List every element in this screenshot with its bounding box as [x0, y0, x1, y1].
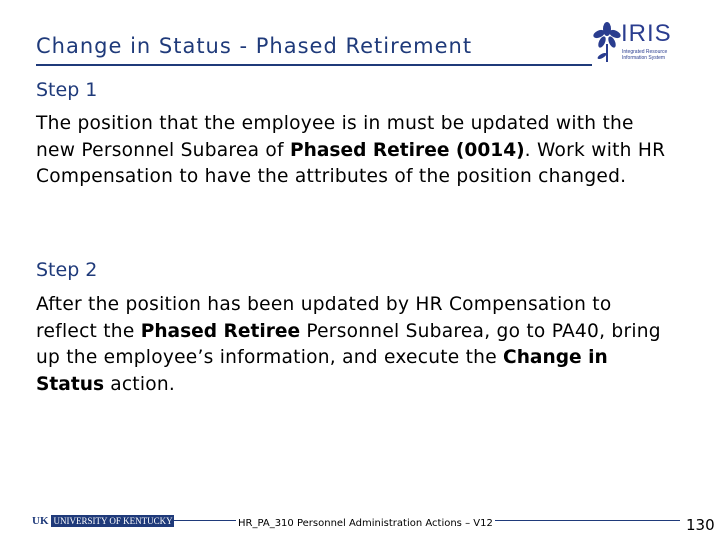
change-in-status-term: Change in Status: [36, 347, 608, 395]
iris-brand: IRIS: [621, 20, 672, 47]
title-underline: [36, 64, 592, 66]
step-1-text-segment: . Work with HR Compensation to have the attributes of the position changed.: [36, 139, 666, 187]
iris-logo: [592, 18, 672, 68]
step-2-text-segment: action.: [104, 373, 176, 395]
step-1-text-segment: The position that the employee is in must be updated with the new Personnel Subarea of: [36, 113, 634, 161]
step-2-heading: Step 2: [36, 259, 98, 281]
page-number: 130: [686, 516, 715, 534]
step-1-text: [36, 111, 676, 191]
course-footer: HR_PA_310 Personnel Administration Actions – V12: [238, 518, 493, 529]
uk-mark: UK: [32, 515, 49, 527]
iris-flower-icon: [592, 20, 622, 64]
slide-title: Change in Status - Phased Retirement: [36, 34, 473, 58]
university-logo: [30, 515, 174, 527]
step-1-heading: Step 1: [36, 79, 98, 101]
step-2-text: [36, 292, 676, 398]
step-2-text-segment: After the position has been updated by HR Compensation to reflect the: [36, 294, 612, 342]
phased-retiree-term: Phased Retiree: [140, 320, 301, 342]
phased-retiree-code: Phased Retiree (0014): [289, 139, 525, 161]
iris-tagline: Integrated Resource Information System: [622, 49, 668, 61]
step-2-text-segment: Personnel Subarea, go to PA40, bring up the employee’s information, and execute the: [36, 320, 661, 368]
university-name: UNIVERSITY OF KENTUCKY: [53, 516, 173, 526]
